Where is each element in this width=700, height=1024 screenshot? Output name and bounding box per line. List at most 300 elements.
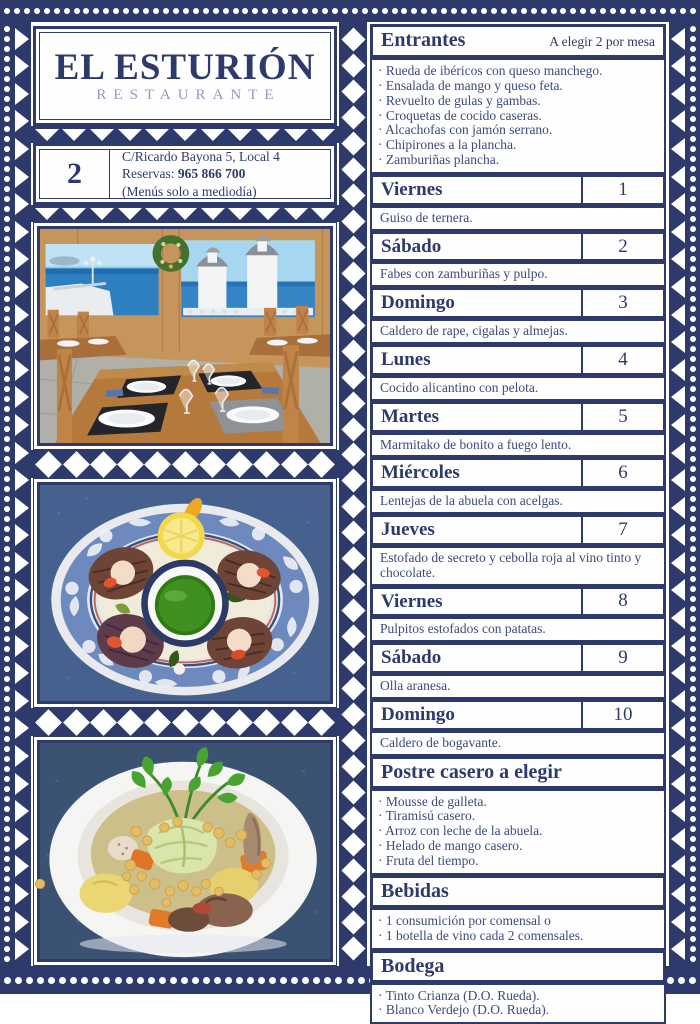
- dot-shape: [123, 8, 129, 14]
- dot-shape: [690, 526, 696, 532]
- dot-shape: [392, 8, 398, 14]
- dot-shape: [4, 496, 10, 502]
- tri-down-shape: [90, 129, 114, 141]
- dot-shape: [690, 416, 696, 422]
- dot-shape: [4, 426, 10, 432]
- dot-shape: [690, 36, 696, 42]
- dot-shape: [580, 8, 586, 14]
- tri-right-shape: [15, 386, 29, 408]
- tri-right-shape: [15, 442, 29, 464]
- dot-shape: [4, 706, 10, 712]
- diamond-h-shape: [90, 451, 117, 478]
- dot-shape: [690, 226, 696, 232]
- diamond-shape: [341, 755, 365, 779]
- dot-shape: [690, 746, 696, 752]
- sea-mural-left: [46, 244, 159, 315]
- day-header: [370, 231, 666, 263]
- tri-down-shape: [62, 129, 86, 141]
- tri-left-shape: [671, 800, 685, 822]
- dot-shape: [620, 8, 626, 14]
- dot-shape: [690, 66, 696, 72]
- tri-down-shape: [118, 208, 142, 220]
- tri-down-shape: [35, 208, 59, 220]
- tri-right-shape: [15, 690, 29, 712]
- day-dish: Pulpitos estofados con patatas.: [370, 617, 666, 642]
- diamond-shape: [341, 313, 365, 337]
- tri-down-shape: [256, 208, 280, 220]
- dot-shape: [4, 846, 10, 852]
- dot-shape: [4, 906, 10, 912]
- diamond-h-shape: [199, 451, 226, 478]
- tri-left-shape: [671, 359, 685, 381]
- tri-down-shape: [201, 129, 225, 141]
- dot-shape: [690, 116, 696, 122]
- dot-shape: [4, 566, 10, 572]
- tri-down-shape: [145, 129, 169, 141]
- dot-shape: [4, 96, 10, 102]
- dot-shape: [690, 476, 696, 482]
- dot-shape: [690, 336, 696, 342]
- dot-shape: [690, 546, 696, 552]
- dot-lg-shape: [258, 977, 265, 984]
- diamond-shape: [341, 729, 365, 753]
- tri-left-shape: [671, 138, 685, 160]
- dot-shape: [690, 326, 696, 332]
- dot-shape: [4, 266, 10, 272]
- tri-left-shape: [671, 193, 685, 215]
- tri-left-shape: [671, 221, 685, 243]
- dot-lg-shape: [302, 977, 309, 984]
- dot-shape: [54, 8, 60, 14]
- tri-down-shape: [173, 208, 197, 220]
- dot-shape: [4, 146, 10, 152]
- dot-shape: [4, 456, 10, 462]
- diamond-shape: [341, 209, 365, 233]
- border-triangles-left: [13, 22, 31, 966]
- dot-shape: [690, 596, 696, 602]
- dot-shape: [4, 696, 10, 702]
- dot-lg-shape: [689, 977, 696, 984]
- dot-shape: [690, 926, 696, 932]
- sawtooth-separator: [31, 126, 339, 143]
- dot-lg-shape: [81, 977, 88, 984]
- dot-shape: [4, 836, 10, 842]
- tri-right-shape: [15, 221, 29, 243]
- diamond-shape: [341, 53, 365, 77]
- dot-shape: [4, 626, 10, 632]
- dot-shape: [4, 866, 10, 872]
- dot-shape: [690, 316, 696, 322]
- tri-left-shape: [671, 276, 685, 298]
- dot-lg-shape: [4, 977, 11, 984]
- day-number: 3: [581, 290, 663, 316]
- tri-left-shape: [671, 414, 685, 436]
- entrantes-header: [370, 24, 666, 58]
- photo-scallops-dish: [31, 478, 339, 708]
- tri-right-shape: [15, 248, 29, 270]
- dot-shape: [322, 8, 328, 14]
- day-dish: Marmitako de bonito a fuego lento.: [370, 433, 666, 458]
- day-dish: Caldero de bogavante.: [370, 731, 666, 756]
- postre-item: · Fruta del tiempo.: [378, 853, 479, 868]
- dot-shape: [551, 8, 557, 14]
- left-column: [31, 22, 339, 966]
- dot-shape: [690, 176, 696, 182]
- tri-right-shape: [15, 497, 29, 519]
- tri-down-shape: [90, 208, 114, 220]
- dot-shape: [690, 856, 696, 862]
- tri-left-shape: [671, 911, 685, 933]
- diamond-h-shape: [35, 709, 62, 736]
- dot-lg-shape: [48, 977, 55, 984]
- dot-shape: [4, 936, 10, 942]
- dot-shape: [4, 86, 10, 92]
- diamond-shape: [341, 287, 365, 311]
- diamond-h-shape: [90, 709, 117, 736]
- note-line: (Menús solo a mediodía): [122, 183, 257, 199]
- day-number: 2: [581, 234, 663, 260]
- dot-shape: [650, 8, 656, 14]
- diamond-h-shape: [308, 451, 335, 478]
- dot-shape: [690, 886, 696, 892]
- entrantes-item: · Revuelto de gulas y gambas.: [378, 92, 541, 108]
- postre-item: · Helado de mango casero.: [378, 838, 523, 854]
- dot-shape: [690, 576, 696, 582]
- dot-shape: [4, 156, 10, 162]
- dot-shape: [630, 8, 636, 14]
- dot-shape: [690, 956, 696, 962]
- dot-shape: [690, 696, 696, 702]
- dot-shape: [4, 406, 10, 412]
- day-name: Viernes: [381, 590, 443, 612]
- dot-shape: [4, 416, 10, 422]
- dot-shape: [690, 946, 696, 952]
- tri-left-shape: [671, 635, 685, 657]
- stew-illustration: [40, 743, 330, 959]
- dot-lg-shape: [170, 977, 177, 984]
- dot-shape: [690, 726, 696, 732]
- diamond-shape: [341, 936, 365, 960]
- dot-shape: [133, 8, 139, 14]
- dot-shape: [4, 296, 10, 302]
- dot-shape: [690, 26, 696, 32]
- diamond-shape: [341, 910, 365, 934]
- dot-shape: [491, 8, 497, 14]
- tri-left-shape: [671, 717, 685, 739]
- dot-shape: [4, 276, 10, 282]
- day-name: Domingo: [381, 292, 455, 314]
- dot-lg-shape: [291, 977, 298, 984]
- diamond-h-shape: [226, 451, 253, 478]
- diamond-h-shape: [63, 709, 90, 736]
- day-number: 9: [581, 645, 663, 671]
- dot-shape: [4, 896, 10, 902]
- dot-lg-shape: [159, 977, 166, 984]
- dot-shape: [690, 276, 696, 282]
- dot-shape: [34, 8, 40, 14]
- restaurant-name: EL ESTURIÓN: [54, 47, 316, 88]
- dot-lg-shape: [214, 977, 221, 984]
- dot-shape: [4, 536, 10, 542]
- dot-shape: [4, 76, 10, 82]
- day-number: 7: [581, 517, 663, 543]
- tri-down-shape: [145, 208, 169, 220]
- dot-shape: [690, 246, 696, 252]
- entrantes-item: · Chipirones a la plancha.: [378, 137, 517, 153]
- dot-shape: [64, 8, 70, 14]
- dot-shape: [690, 666, 696, 672]
- dot-shape: [690, 466, 696, 472]
- dot-shape: [690, 626, 696, 632]
- dot-shape: [421, 8, 427, 14]
- dot-shape: [690, 256, 696, 262]
- tri-left-shape: [671, 828, 685, 850]
- contact-info: [110, 150, 330, 198]
- dot-shape: [4, 126, 10, 132]
- entrantes-title: Entrantes: [381, 29, 466, 51]
- dot-shape: [4, 206, 10, 212]
- dot-shape: [690, 356, 696, 362]
- diamond-shape: [341, 391, 365, 415]
- dot-shape: [4, 46, 10, 52]
- dot-shape: [610, 8, 616, 14]
- diamond-h-shape: [144, 709, 171, 736]
- tri-left-shape: [671, 248, 685, 270]
- dot-shape: [690, 286, 696, 292]
- dot-shape: [4, 466, 10, 472]
- photo-stew-dish: [31, 736, 339, 966]
- dot-shape: [690, 56, 696, 62]
- dot-shape: [690, 896, 696, 902]
- tri-right-shape: [15, 579, 29, 601]
- dot-shape: [24, 8, 30, 14]
- tri-left-shape: [671, 442, 685, 464]
- dot-shape: [690, 386, 696, 392]
- dot-shape: [690, 716, 696, 722]
- dot-shape: [4, 36, 10, 42]
- diamond-shape: [341, 417, 365, 441]
- dot-lg-shape: [126, 977, 133, 984]
- dot-shape: [690, 796, 696, 802]
- tri-left-shape: [671, 552, 685, 574]
- dot-lg-shape: [678, 977, 685, 984]
- tri-down-shape: [284, 208, 308, 220]
- dot-shape: [4, 506, 10, 512]
- tri-right-shape: [15, 28, 29, 50]
- tri-left-shape: [671, 938, 685, 960]
- postre-item: · Mousse de galleta.: [378, 793, 487, 809]
- diamond-h-shape: [253, 709, 280, 736]
- dot-lg-shape: [92, 977, 99, 984]
- dot-shape: [501, 8, 507, 14]
- tri-left-shape: [671, 524, 685, 546]
- tri-down-shape: [228, 129, 252, 141]
- day-number: 1: [581, 177, 663, 203]
- diamond-h-shape: [117, 451, 144, 478]
- dot-shape: [4, 786, 10, 792]
- day-number: 6: [581, 460, 663, 486]
- diamond-shape: [341, 884, 365, 908]
- dot-shape: [193, 8, 199, 14]
- diamond-shape: [341, 183, 365, 207]
- dot-shape: [4, 226, 10, 232]
- dot-shape: [4, 26, 10, 32]
- day-header: [370, 174, 666, 206]
- diamond-h-shape: [117, 709, 144, 736]
- tri-down-shape: [201, 208, 225, 220]
- dot-shape: [690, 136, 696, 142]
- dot-shape: [282, 8, 288, 14]
- day-header: [370, 287, 666, 319]
- day-header: [370, 401, 666, 433]
- bodega-item: · Blanco Verdejo (D.O. Rueda).: [378, 1002, 550, 1018]
- tri-down-shape: [256, 129, 280, 141]
- tri-right-shape: [15, 55, 29, 77]
- reservations-line: Reservas: 965 866 700: [122, 166, 246, 182]
- dot-lg-shape: [313, 977, 320, 984]
- dot-shape: [690, 296, 696, 302]
- tri-left-shape: [671, 690, 685, 712]
- dot-shape: [690, 616, 696, 622]
- dot-shape: [690, 376, 696, 382]
- bebidas-header: [370, 875, 666, 908]
- dot-shape: [690, 496, 696, 502]
- diamond-shape: [341, 235, 365, 259]
- dot-shape: [4, 326, 10, 332]
- dot-shape: [4, 886, 10, 892]
- tri-down-shape: [35, 129, 59, 141]
- menu-number: 2: [40, 150, 110, 198]
- dot-shape: [690, 676, 696, 682]
- dot-shape: [660, 8, 666, 14]
- dot-shape: [690, 836, 696, 842]
- bebidas-title: Bebidas: [381, 879, 449, 902]
- dot-shape: [4, 636, 10, 642]
- dot-shape: [4, 216, 10, 222]
- tri-left-shape: [671, 166, 685, 188]
- dot-shape: [690, 266, 696, 272]
- dot-shape: [670, 8, 676, 14]
- dot-shape: [690, 206, 696, 212]
- diamond-shape: [341, 573, 365, 597]
- postre-header: [370, 756, 666, 789]
- dot-shape: [4, 446, 10, 452]
- dot-shape: [4, 316, 10, 322]
- diamond-shape: [341, 495, 365, 519]
- diamond-shape: [341, 339, 365, 363]
- dot-shape: [4, 356, 10, 362]
- dot-shape: [4, 196, 10, 202]
- dot-shape: [690, 86, 696, 92]
- diamond-h-shape: [226, 709, 253, 736]
- dot-shape: [4, 546, 10, 552]
- tri-right-shape: [15, 635, 29, 657]
- dot-shape: [690, 406, 696, 412]
- dot-shape: [4, 346, 10, 352]
- dot-shape: [4, 916, 10, 922]
- diamond-h-shape: [281, 451, 308, 478]
- dot-shape: [411, 8, 417, 14]
- diamond-shape: [341, 105, 365, 129]
- dot-shape: [690, 166, 696, 172]
- diamond-shape: [341, 157, 365, 181]
- tri-down-shape: [228, 208, 252, 220]
- dot-shape: [4, 596, 10, 602]
- dot-shape: [511, 8, 517, 14]
- day-header: [370, 344, 666, 376]
- diamond-h-shape: [172, 709, 199, 736]
- diamond-shape: [341, 365, 365, 389]
- dot-shape: [690, 8, 696, 14]
- dot-shape: [690, 706, 696, 712]
- diamond-h-shape: [281, 709, 308, 736]
- dot-lg-shape: [59, 977, 66, 984]
- dot-shape: [312, 8, 318, 14]
- tri-left-shape: [671, 497, 685, 519]
- dot-shape: [4, 246, 10, 252]
- dot-lg-shape: [324, 977, 331, 984]
- dot-shape: [4, 856, 10, 862]
- dot-shape: [4, 376, 10, 382]
- tri-down-shape: [62, 208, 86, 220]
- tri-down-shape: [311, 129, 335, 141]
- dot-shape: [690, 866, 696, 872]
- diamond-shape: [341, 781, 365, 805]
- tri-left-shape: [671, 386, 685, 408]
- tri-left-shape: [671, 331, 685, 353]
- diamond-shape: [341, 807, 365, 831]
- logo-box: [31, 22, 339, 126]
- day-name: Jueves: [381, 519, 435, 541]
- dot-shape: [441, 8, 447, 14]
- postre-item: · Arroz con leche de la abuela.: [378, 823, 543, 839]
- dot-shape: [690, 156, 696, 162]
- dot-shape: [690, 876, 696, 882]
- dot-shape: [143, 8, 149, 14]
- tri-right-shape: [15, 359, 29, 381]
- dot-shape: [4, 646, 10, 652]
- dot-shape: [4, 56, 10, 62]
- phone-number: 965 866 700: [177, 166, 246, 182]
- tri-left-shape: [671, 28, 685, 50]
- day-header: [370, 699, 666, 731]
- diamond-h-shape: [144, 451, 171, 478]
- dot-shape: [690, 916, 696, 922]
- photo-dining-room: [31, 222, 339, 450]
- dot-shape: [4, 486, 10, 492]
- diamond-shape: [341, 261, 365, 285]
- dot-shape: [690, 536, 696, 542]
- diamond-shape: [341, 547, 365, 571]
- dot-shape: [690, 906, 696, 912]
- day-name: Sábado: [381, 647, 442, 669]
- dot-shape: [4, 816, 10, 822]
- dot-shape: [690, 646, 696, 652]
- tri-left-shape: [671, 83, 685, 105]
- dot-shape: [690, 186, 696, 192]
- dot-shape: [461, 8, 467, 14]
- tri-left-shape: [671, 662, 685, 684]
- dot-shape: [690, 806, 696, 812]
- tri-right-shape: [15, 524, 29, 546]
- dot-shape: [292, 8, 298, 14]
- diamond-shape: [341, 79, 365, 103]
- dot-shape: [690, 426, 696, 432]
- dot-shape: [690, 366, 696, 372]
- dot-shape: [4, 656, 10, 662]
- dot-shape: [242, 8, 248, 14]
- dot-shape: [4, 946, 10, 952]
